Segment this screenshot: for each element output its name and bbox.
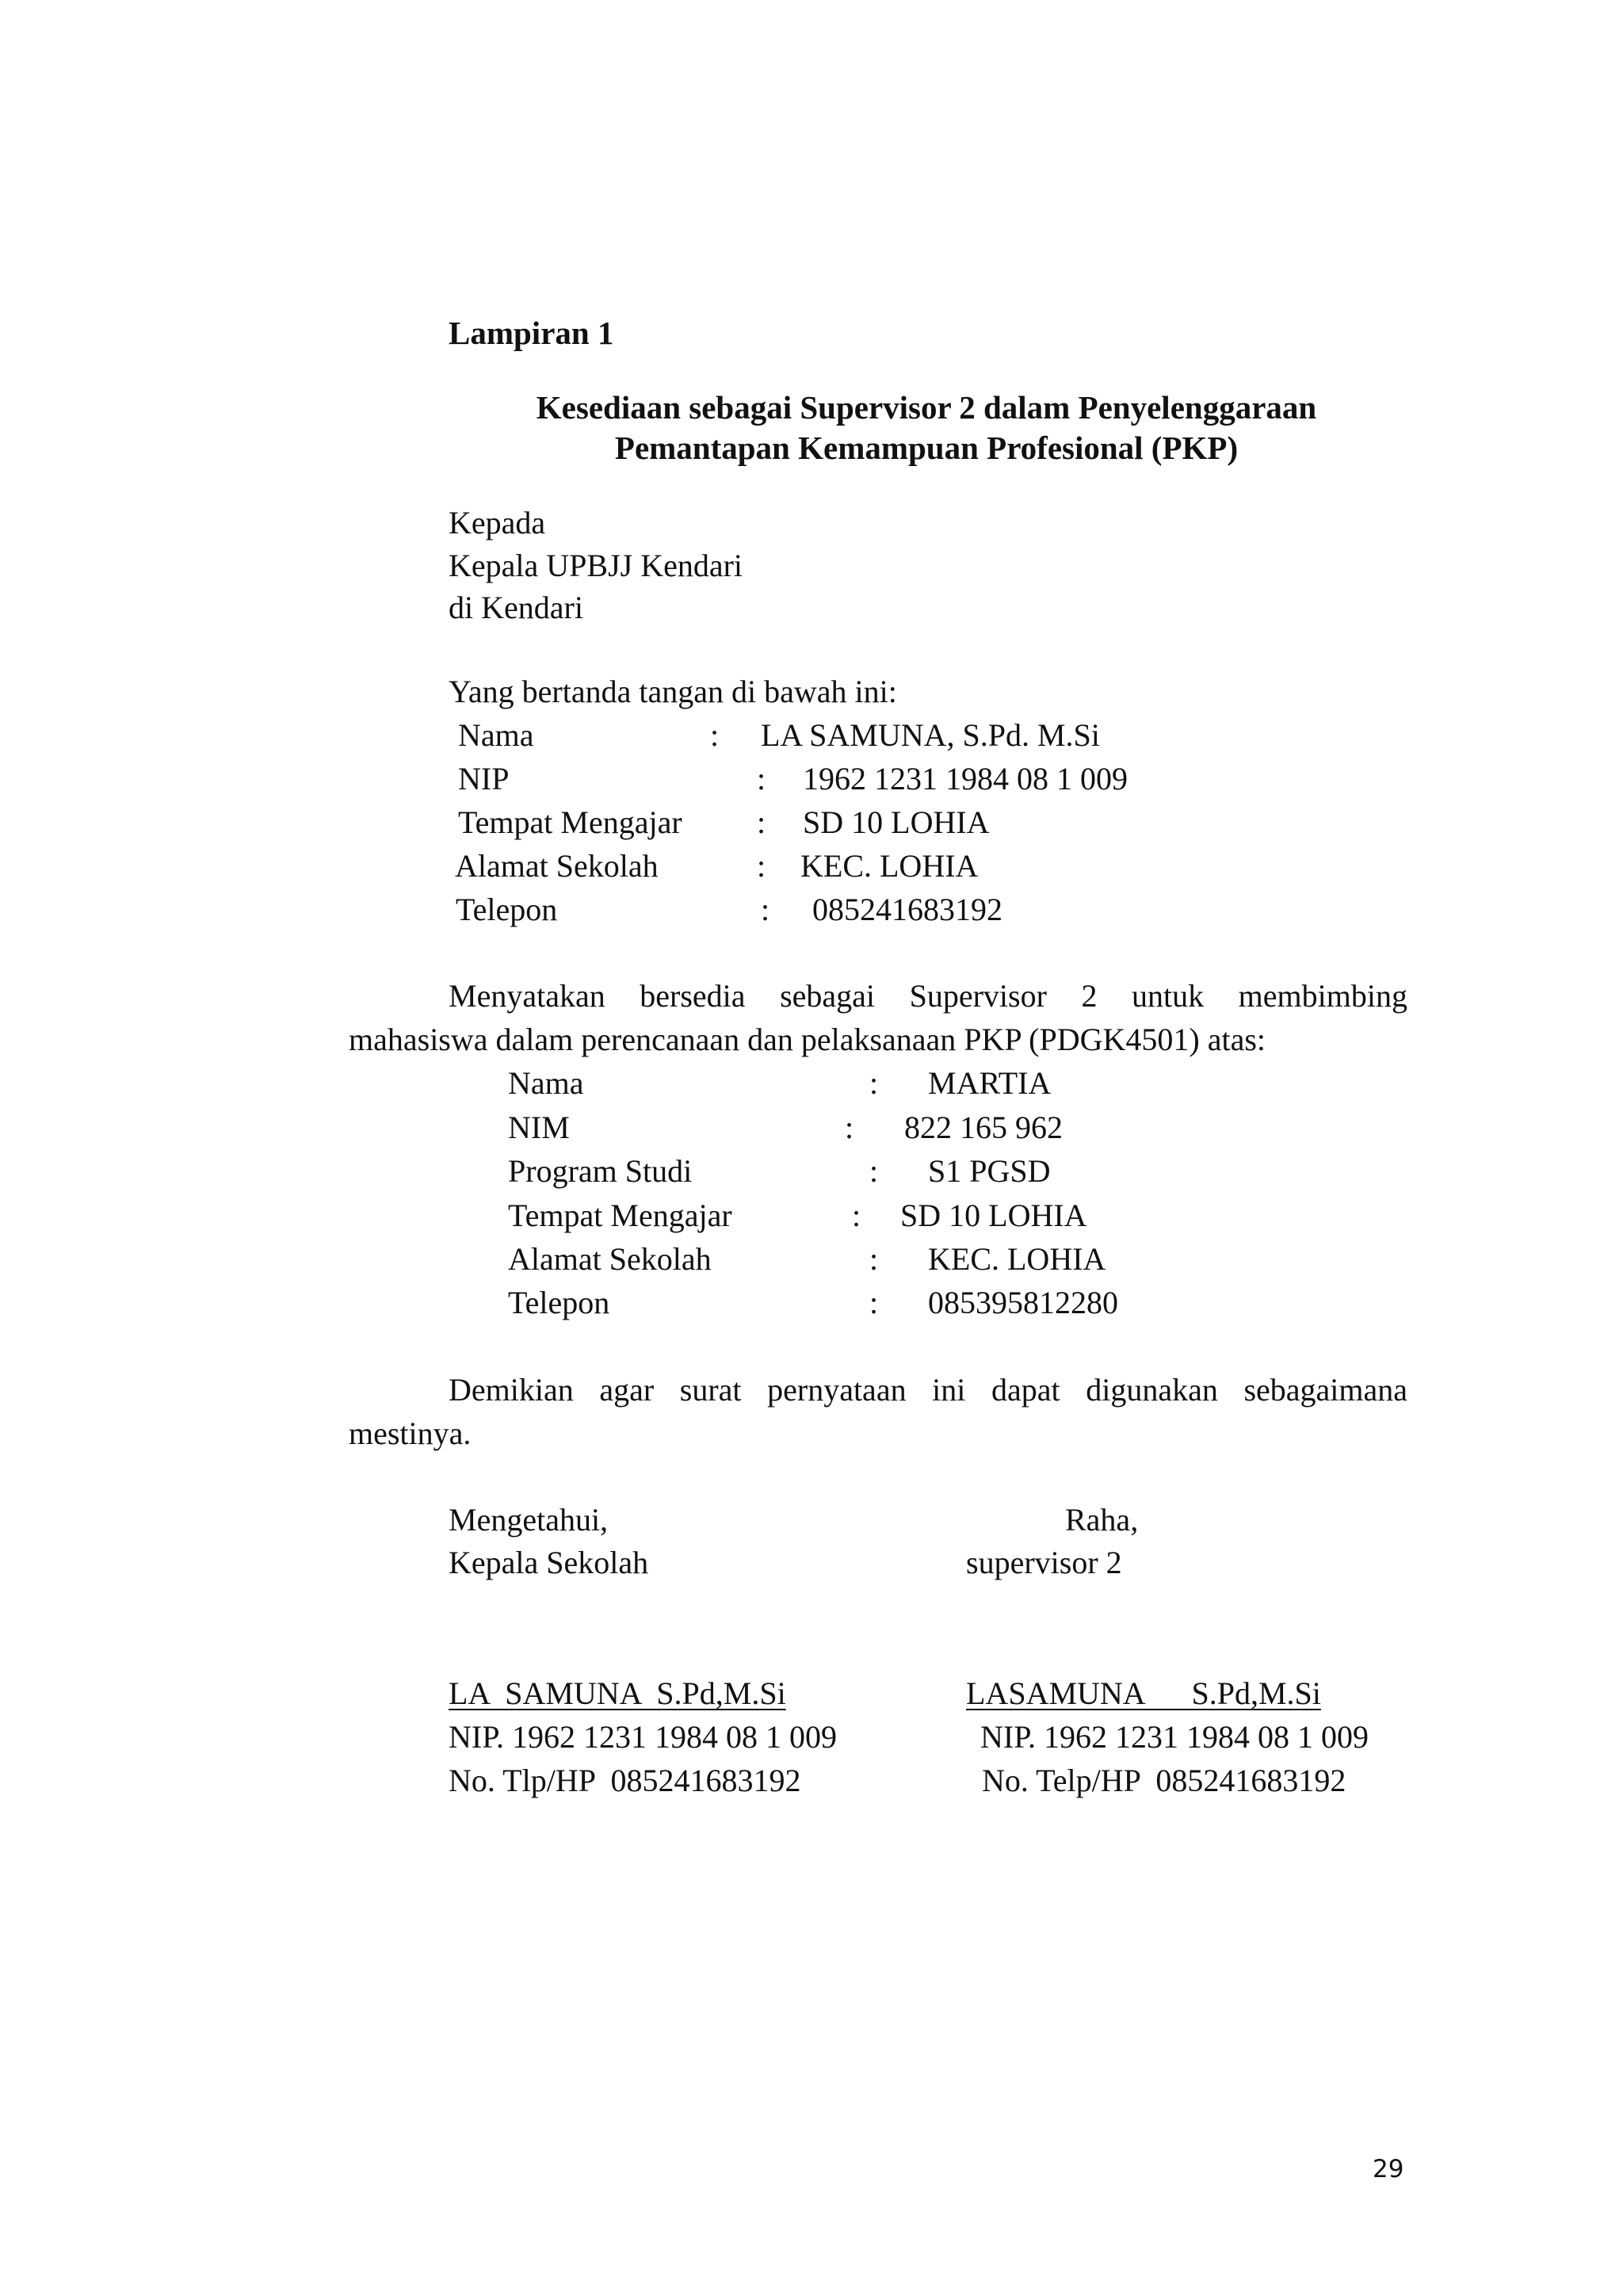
intro-text: Yang bertanda tangan di bawah ini:: [449, 674, 897, 709]
signer-name-value: LA SAMUNA, S.Pd. M.Si: [761, 717, 1100, 753]
document-title-line-1: Kesediaan sebagai Supervisor 2 dalam Penyelenggaraan: [536, 389, 1317, 426]
statement-line-2: mahasiswa dalam perencanaan dan pelaksanaan PKP (PDGK4501) atas:: [349, 1022, 1266, 1057]
signer-school-separator: :: [757, 804, 766, 840]
recipient-line-1: Kepada: [449, 505, 546, 541]
signer-phone-value: 085241683192: [812, 892, 1002, 927]
signer-phone-label: Telepon: [456, 892, 558, 927]
student-program-value: S1 PGSD: [928, 1153, 1051, 1189]
acknowledged-label: Mengetahui,: [449, 1502, 609, 1538]
signer-nip-separator: :: [757, 761, 766, 797]
supervisor-title: supervisor 2: [966, 1545, 1122, 1580]
principal-title: Kepala Sekolah: [449, 1545, 649, 1580]
signer-address-label: Alamat Sekolah: [455, 848, 659, 884]
student-name-value: MARTIA: [928, 1065, 1052, 1101]
student-address-label: Alamat Sekolah: [508, 1241, 712, 1277]
student-nim-separator: :: [845, 1110, 854, 1145]
recipient-line-3: di Kendari: [449, 590, 583, 625]
place-label: Raha,: [1065, 1502, 1139, 1538]
signer-school-label: Tempat Mengajar: [458, 804, 682, 840]
student-address-value: KEC. LOHIA: [928, 1241, 1106, 1277]
student-phone-label: Telepon: [508, 1285, 610, 1320]
student-name-label: Nama: [508, 1065, 584, 1101]
student-school-value: SD 10 LOHIA: [900, 1198, 1087, 1233]
principal-name: LA SAMUNA S.Pd,M.Si: [449, 1675, 786, 1711]
supervisor-phone: No. Telp/HP 085241683192: [982, 1763, 1346, 1798]
student-program-separator: :: [869, 1153, 879, 1189]
signer-phone-separator: :: [761, 892, 770, 927]
signer-name-label: Nama: [458, 717, 534, 753]
document-title-line-2: Pemantapan Kemampuan Profesional (PKP): [614, 430, 1239, 466]
principal-nip: NIP. 1962 1231 1984 08 1 009: [449, 1719, 838, 1755]
signer-address-value: KEC. LOHIA: [800, 848, 979, 884]
student-address-separator: :: [869, 1241, 879, 1277]
student-phone-separator: :: [869, 1285, 879, 1320]
signer-name-separator: :: [710, 717, 720, 753]
principal-phone: No. Tlp/HP 085241683192: [449, 1763, 801, 1798]
page-heading: Lampiran 1: [449, 315, 614, 351]
supervisor-nip: NIP. 1962 1231 1984 08 1 009: [980, 1719, 1369, 1755]
student-nim-label: NIM: [508, 1110, 570, 1145]
signer-address-separator: :: [757, 848, 766, 884]
signer-school-value: SD 10 LOHIA: [803, 804, 990, 840]
statement-line-1: Menyatakan bersedia sebagai Supervisor 2 untuk membimbing: [449, 978, 1407, 1014]
page-number: 29: [1373, 2155, 1404, 2183]
closing-line-1: Demikian agar surat pernyataan ini dapat digunakan sebagaimana: [449, 1372, 1407, 1408]
student-school-label: Tempat Mengajar: [508, 1198, 732, 1233]
student-nim-value: 822 165 962: [904, 1110, 1063, 1145]
student-school-separator: :: [852, 1198, 861, 1233]
signer-nip-value: 1962 1231 1984 08 1 009: [803, 761, 1128, 797]
supervisor-name: LASAMUNA S.Pd,M.Si: [966, 1675, 1321, 1711]
student-phone-value: 085395812280: [928, 1285, 1118, 1320]
signer-nip-label: NIP: [458, 761, 510, 797]
recipient-line-2: Kepala UPBJJ Kendari: [449, 548, 743, 583]
closing-line-2: mestinya.: [349, 1415, 472, 1451]
student-program-label: Program Studi: [508, 1153, 693, 1189]
student-name-separator: :: [869, 1065, 879, 1101]
